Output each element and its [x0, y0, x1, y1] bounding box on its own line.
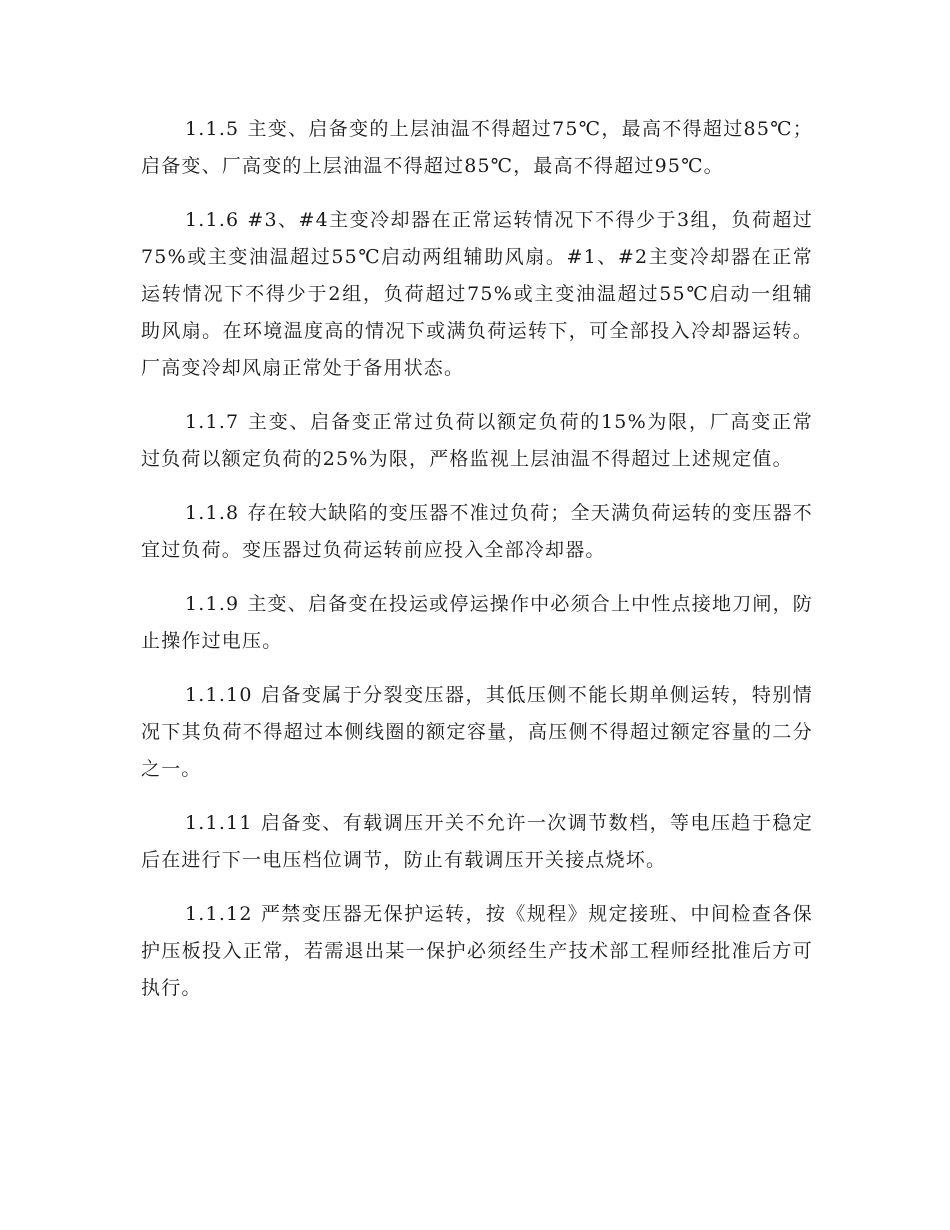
clause-1-1-12 — [141, 896, 813, 1007]
clause-text: 启备变、有载调压开关不允许一次调节数档，等电压趋于稳定后在进行下一电压档位调节，防止有载调压开关接点烧坏。 — [141, 812, 813, 871]
clause-1-1-6 — [141, 202, 813, 387]
clause-number: 1.1.10 — [185, 684, 253, 706]
clause-text: 严禁变压器无保护运转，按《规程》规定接班、中间检查各保护压板投入正常，若需退出某一保护必须经生产技术部工程师经批准后方可执行。 — [141, 903, 813, 999]
clause-1-1-5 — [141, 111, 813, 185]
clause-number: 1.1.11 — [185, 812, 253, 834]
clause-1-1-9 — [141, 586, 813, 660]
clause-number: 1.1.6 — [185, 209, 240, 231]
clause-text: 主变、启备变在投运或停运操作中必须合上中性点接地刀闸，防止操作过电压。 — [141, 593, 813, 652]
clause-text: 存在较大缺陷的变压器不准过负荷；全天满负荷运转的变压器不宜过负荷。变压器过负荷运转前应投入全部冷却器。 — [141, 502, 813, 561]
clause-1-1-7 — [141, 404, 813, 478]
clause-1-1-8 — [141, 495, 813, 569]
clause-text: 启备变属于分裂变压器，其低压侧不能长期单侧运转，特别情况下其负荷不得超过本侧线圈的额定容量，高压侧不得超过额定容量的二分之一。 — [141, 684, 813, 780]
clause-text: 主变、启备变正常过负荷以额定负荷的15%为限，厂高变正常过负荷以额定负荷的25%为限，严格监视上层油温不得超过上述规定值。 — [141, 411, 813, 470]
clause-text: 主变、启备变的上层油温不得超过75℃，最高不得超过85℃；启备变、厂高变的上层油温不得超过85℃，最高不得超过95℃。 — [141, 118, 813, 177]
clause-number: 1.1.7 — [185, 411, 240, 433]
clause-text: #3、#4主变冷却器在正常运转情况下不得少于3组，负荷超过75%或主变油温超过55℃启动两组辅助风扇。#1、#2主变冷却器在正常运转情况下不得少于2组，负荷超过75%或主变油温超过55℃启动一组辅助风扇。在环境温度高的情况下或满负荷运转下，可全部投入冷却器运转。厂高变冷却风扇正常处于备用状态。 — [141, 209, 813, 379]
clause-number: 1.1.12 — [185, 903, 253, 925]
clause-1-1-11 — [141, 805, 813, 879]
document-body — [141, 111, 813, 1024]
clause-number: 1.1.8 — [185, 502, 240, 524]
clause-number: 1.1.5 — [185, 118, 240, 140]
clause-1-1-10 — [141, 677, 813, 788]
clause-number: 1.1.9 — [185, 593, 240, 615]
